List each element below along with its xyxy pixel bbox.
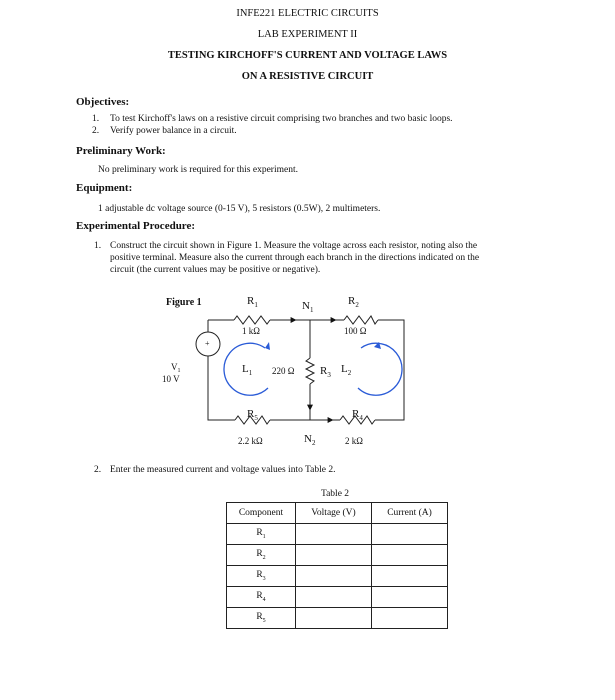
table-cell-voltage[interactable] bbox=[296, 566, 372, 587]
table-header-component: Component bbox=[227, 503, 296, 524]
table-cell-current[interactable] bbox=[372, 587, 448, 608]
equipment-text: 1 adjustable dc voltage source (0-15 V), 5 resistors (0.5W), 2 multimeters. bbox=[98, 204, 381, 214]
resistor-r3-symbol bbox=[306, 358, 314, 384]
table-row bbox=[227, 566, 448, 587]
step-1-line-1: Construct the circuit shown in Figure 1. Measure the voltage across each resistor, noting also the bbox=[110, 241, 478, 251]
r1-value: 1 kΩ bbox=[242, 326, 260, 336]
v1-value: 10 V bbox=[162, 374, 180, 384]
wire-top-right bbox=[375, 320, 404, 420]
voltage-source-plus: + bbox=[205, 339, 210, 348]
loop-l1-arrow-icon bbox=[265, 342, 270, 350]
table-header-current: Current (A) bbox=[372, 503, 448, 524]
step-1-number: 1. bbox=[94, 241, 102, 251]
table-cell-voltage[interactable] bbox=[296, 524, 372, 545]
table-row bbox=[227, 545, 448, 566]
r3-value: 220 Ω bbox=[272, 366, 295, 376]
preliminary-text: No preliminary work is required for this experiment. bbox=[98, 165, 298, 175]
r3-label: $R_3$ bbox=[320, 365, 331, 379]
table-row bbox=[227, 587, 448, 608]
resistor-r1-symbol bbox=[234, 316, 270, 324]
results-table bbox=[226, 502, 448, 629]
equipment-heading: Equipment: bbox=[76, 182, 133, 194]
table-header-voltage: Voltage (V) bbox=[296, 503, 372, 524]
step-1-line-2: positive terminal. Measure also the current through each branch in the directions indicated on the bbox=[110, 253, 480, 263]
table-header-row bbox=[227, 503, 448, 524]
objective-2-text: Verify power balance in a circuit. bbox=[110, 126, 237, 136]
table-cell-component: $R_1$ bbox=[227, 524, 296, 545]
table-row bbox=[227, 524, 448, 545]
table-cell-component: $R_4$ bbox=[227, 587, 296, 608]
experiment-title-line2: ON A RESISTIVE CIRCUIT bbox=[241, 71, 374, 82]
r4-label: $R_4$ bbox=[352, 408, 363, 422]
r2-label: $R_2$ bbox=[348, 295, 359, 309]
node-n2-label: $N_2$ bbox=[304, 433, 316, 447]
table-cell-voltage[interactable] bbox=[296, 608, 372, 629]
loop-l1-label: $L_1$ bbox=[242, 363, 253, 377]
table-cell-current[interactable] bbox=[372, 545, 448, 566]
objectives-heading: Objectives: bbox=[76, 96, 130, 108]
course-title: INFE221 ELECTRIC CIRCUITS bbox=[236, 8, 379, 19]
wire-bottom-left bbox=[208, 356, 235, 420]
table-cell-current[interactable] bbox=[372, 524, 448, 545]
lab-title: LAB EXPERIMENT II bbox=[257, 29, 358, 40]
step-1-line-3: circuit (the current values may be positive or negative). bbox=[110, 265, 321, 275]
v1-label: $V_1$ bbox=[171, 362, 181, 374]
objective-1-text: To test Kirchoff's laws on a resistive circuit comprising two branches and two basic loops. bbox=[110, 114, 453, 124]
step-2-text: Enter the measured current and voltage values into Table 2. bbox=[110, 465, 336, 475]
experiment-title-line1: TESTING KIRCHOFF'S CURRENT AND VOLTAGE LAWS bbox=[167, 50, 448, 61]
table-caption: Table 2 bbox=[320, 489, 350, 499]
figure-label: Figure 1 bbox=[166, 297, 202, 308]
table-cell-component: $R_2$ bbox=[227, 545, 296, 566]
resistor-r2-symbol bbox=[344, 316, 378, 324]
table-cell-voltage[interactable] bbox=[296, 545, 372, 566]
loop-l2-arc bbox=[358, 343, 402, 395]
loop-l2-label: $L_2$ bbox=[341, 363, 352, 377]
table-cell-component: $R_3$ bbox=[227, 566, 296, 587]
table-row bbox=[227, 608, 448, 629]
table-cell-component: $R_5$ bbox=[227, 608, 296, 629]
table-cell-current[interactable] bbox=[372, 566, 448, 587]
r5-label: $R_5$ bbox=[247, 408, 258, 422]
r1-label: $R_1$ bbox=[247, 295, 258, 309]
table-cell-current[interactable] bbox=[372, 608, 448, 629]
r2-value: 100 Ω bbox=[344, 326, 367, 336]
objective-1-number: 1. bbox=[92, 114, 100, 124]
table-cell-voltage[interactable] bbox=[296, 587, 372, 608]
r4-value: 2 kΩ bbox=[345, 436, 363, 446]
step-2-number: 2. bbox=[94, 465, 102, 475]
node-n1-label: $N_1$ bbox=[302, 300, 314, 314]
objective-2-number: 2. bbox=[92, 126, 100, 136]
procedure-heading: Experimental Procedure: bbox=[76, 220, 196, 232]
r5-value: 2.2 kΩ bbox=[238, 436, 263, 446]
preliminary-heading: Preliminary Work: bbox=[76, 145, 166, 157]
